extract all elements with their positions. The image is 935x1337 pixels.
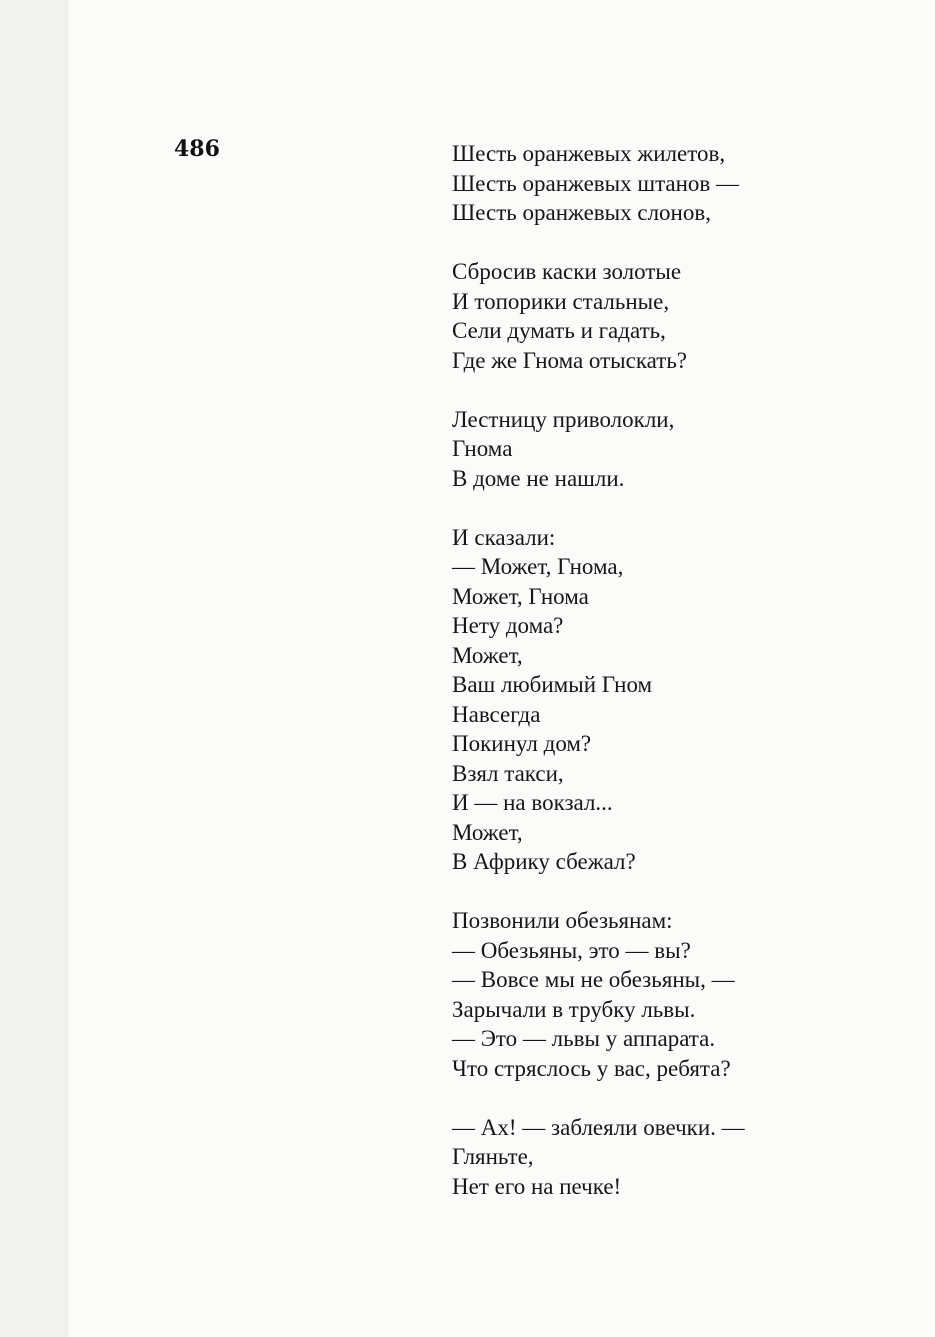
poem-line: Шесть оранжевых штанов — — [452, 170, 740, 196]
poem-line: Покинул дом? — [452, 731, 592, 756]
poem-line: Зарычали в трубку львы. — [452, 996, 696, 1022]
poem-line: Гнома — [452, 436, 513, 461]
poem-line: Лестницу приволокли, — [452, 406, 675, 432]
poem-line: Гляньте, — [452, 1144, 534, 1169]
poem-line: Шесть оранжевых жилетов, — [452, 141, 726, 166]
poem-line: — Ах! — заблеяли овечки. — — [452, 1114, 745, 1140]
stanza — [452, 1113, 872, 1202]
poem-line: Ваш любимый Гном — [452, 672, 653, 697]
stanza — [452, 257, 872, 375]
poem-line: И топорики стальные, — [452, 288, 670, 314]
poem-line: Может, — [452, 642, 523, 668]
poem-line: И — на вокзал... — [452, 790, 613, 815]
stanza — [452, 523, 872, 877]
poem-line: Взял такси, — [452, 760, 564, 786]
poem-text — [452, 139, 872, 1231]
poem-line: — Это — львы у аппарата. — [452, 1026, 716, 1051]
poem-line: — Вовсе мы не обезьяны, — — [452, 967, 735, 992]
poem-line: Где же Гнома отыскать? — [452, 347, 688, 373]
poem-line: Навсегда — [452, 701, 541, 727]
poem-line: Нет его на печке! — [452, 1173, 622, 1199]
poem-line: — Обезьяны, это — вы? — [452, 937, 691, 963]
poem-line: В доме не нашли. — [452, 465, 625, 491]
page-number: 486 — [174, 136, 220, 162]
poem-line: В Африку сбежал? — [452, 849, 636, 874]
stanza — [452, 139, 872, 228]
poem-line: И сказали: — [452, 524, 556, 550]
stanza — [452, 405, 872, 494]
poem-line: Шесть оранжевых слонов, — [452, 200, 711, 225]
poem-line: Позвонили обезьянам: — [452, 908, 673, 933]
poem-line: Сели думать и гадать, — [452, 318, 666, 343]
poem-line: Сбросив каски золотые — [452, 259, 682, 284]
poem-line: Может, Гнома — [452, 583, 589, 609]
stanza — [452, 906, 872, 1083]
poem-line: Нету дома? — [452, 613, 564, 638]
poem-line: Может, — [452, 819, 523, 845]
poem-line: — Может, Гнома, — [452, 554, 624, 579]
poem-line: Что стряслось у вас, ребята? — [452, 1055, 731, 1081]
